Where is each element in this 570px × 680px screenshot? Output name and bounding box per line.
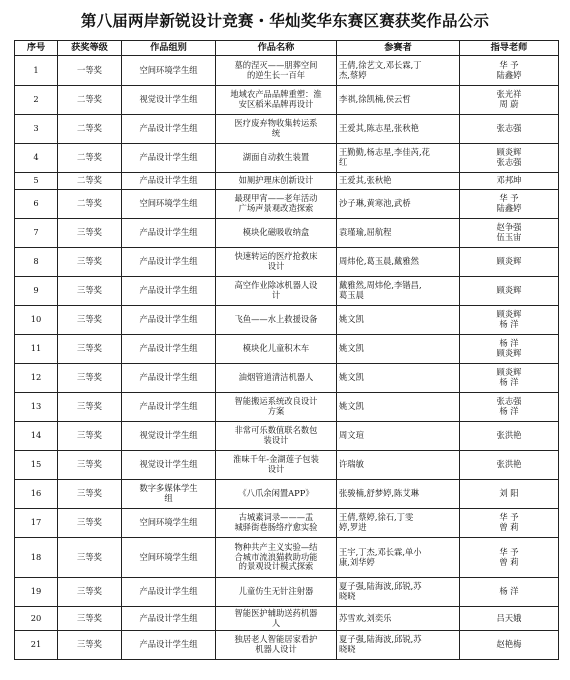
advisor-cell — [460, 480, 559, 509]
advisor-cell — [460, 248, 559, 277]
award-level-cell: 三等奖 — [58, 422, 122, 451]
advisor-line: 顾炎辉 — [496, 348, 522, 358]
work-group-cell: 空间环境学生组 — [122, 538, 216, 578]
work-name-line: 设计 — [267, 464, 285, 474]
work-name-line: 人 — [271, 617, 281, 628]
participants-line: 王宇,丁杰,邓长霖,单小 — [339, 546, 422, 557]
advisor-line: 张光祥 — [496, 89, 522, 100]
award-level-cell: 三等奖 — [58, 393, 122, 422]
work-name-line: 安区稻米品牌再设计 — [238, 99, 314, 109]
work-name-line: 模块化儿童积木车 — [242, 343, 310, 354]
participants-line: 葛玉晨 — [339, 290, 364, 300]
header-teacher: 指导老师 — [460, 41, 559, 56]
participants-line: 苏雪欢,刘奕乐 — [339, 612, 392, 623]
row-number-cell: 3 — [15, 115, 58, 144]
work-name-line: 智能医护辅助送药机器 — [234, 607, 318, 618]
advisor-line: 顾炎辉 — [496, 367, 522, 378]
award-level-cell: 三等奖 — [58, 631, 122, 660]
advisor-line: 张志强 — [496, 123, 522, 134]
work-name-line: 如厕护理床创新设计 — [238, 175, 314, 186]
advisor-line: 杨 洋 — [499, 338, 519, 349]
row-number-cell: 10 — [15, 306, 58, 335]
advisor-cell — [460, 422, 559, 451]
participants-cell — [337, 364, 460, 393]
participants-cell — [337, 173, 460, 190]
work-group-cell: 产品设计学生组 — [122, 607, 216, 631]
advisor-cell — [460, 451, 559, 480]
table-row — [15, 173, 559, 190]
advisor-line: 周 蔚 — [499, 99, 519, 109]
participants-line: 周炜伦,葛玉晨,戴雅然 — [339, 256, 419, 267]
work-name-line: 计 — [271, 290, 281, 300]
advisor-cell — [460, 509, 559, 538]
advisor-line: 刘 阳 — [499, 488, 519, 499]
work-group-cell: 产品设计学生组 — [122, 393, 216, 422]
advisor-line: 顾炎辉 — [496, 147, 522, 158]
table-row — [15, 393, 559, 422]
work-group-cell: 视觉设计学生组 — [122, 451, 216, 480]
row-number-cell: 18 — [15, 538, 58, 578]
work-name-line: 的景观设计模式探索 — [238, 561, 314, 572]
table-row — [15, 306, 559, 335]
work-group-cell: 产品设计学生组 — [122, 306, 216, 335]
participants-cell — [337, 277, 460, 306]
award-level-cell: 三等奖 — [58, 578, 122, 607]
work-group-line: 组 — [164, 493, 173, 503]
advisor-line: 伍玉宙 — [496, 232, 522, 242]
table-row — [15, 219, 559, 248]
work-group-cell: 产品设计学生组 — [122, 335, 216, 364]
table-row — [15, 631, 559, 660]
row-number-cell: 5 — [15, 173, 58, 190]
participants-line: 王倩,蔡婷,徐石,丁雯 — [339, 512, 414, 523]
advisor-line: 赵艳梅 — [496, 639, 522, 650]
participants-line: 王倩,徐艺文,邓长霖,丁 — [339, 59, 422, 70]
advisor-line: 杨 洋 — [499, 406, 519, 416]
award-level-cell: 一等奖 — [58, 56, 122, 86]
work-group-cell — [122, 480, 216, 509]
participants-cell — [337, 393, 460, 422]
work-group-cell: 空间环境学生组 — [122, 56, 216, 86]
row-number-cell: 12 — [15, 364, 58, 393]
advisor-line: 吕天娥 — [496, 612, 522, 623]
work-group-cell: 产品设计学生组 — [122, 277, 216, 306]
work-group-cell: 空间环境学生组 — [122, 190, 216, 219]
row-number-cell: 13 — [15, 393, 58, 422]
advisor-line: 张志强 — [496, 396, 522, 407]
row-number-cell: 4 — [15, 144, 58, 173]
participants-cell — [337, 248, 460, 277]
work-name-cell — [216, 607, 337, 631]
advisor-cell — [460, 277, 559, 306]
work-group-cell: 视觉设计学生组 — [122, 86, 216, 115]
participants-cell — [337, 219, 460, 248]
participants-cell — [337, 190, 460, 219]
work-name-line: 儿童仿生无针注射器 — [238, 586, 314, 597]
advisor-line: 杨 洋 — [499, 377, 519, 387]
advisor-line: 曾 莉 — [499, 522, 519, 532]
work-group-cell: 产品设计学生组 — [122, 219, 216, 248]
advisor-line: 华 予 — [499, 193, 519, 204]
work-group-cell: 产品设计学生组 — [122, 173, 216, 190]
row-number-cell: 20 — [15, 607, 58, 631]
advisor-cell — [460, 631, 559, 660]
award-level-cell: 三等奖 — [58, 480, 122, 509]
participants-cell — [337, 144, 460, 173]
award-level-cell: 三等奖 — [58, 451, 122, 480]
participants-line: 婷,罗进 — [339, 522, 367, 532]
participants-cell — [337, 509, 460, 538]
participants-line: 沙子琳,黄寒池,武桥 — [339, 198, 411, 209]
work-name-cell — [216, 56, 337, 86]
participants-line: 王爱其,张秋艳 — [339, 175, 392, 186]
table-header-row — [15, 41, 559, 56]
work-name-line: 快速转运的医疗抢救床 — [234, 251, 318, 262]
work-name-cell — [216, 335, 337, 364]
work-name-line: 《八爪余闲置APP》 — [238, 488, 314, 499]
work-name-cell — [216, 393, 337, 422]
advisor-cell — [460, 56, 559, 86]
table-row — [15, 335, 559, 364]
participants-line: 姚文凯 — [339, 401, 364, 412]
advisor-cell — [460, 219, 559, 248]
participants-line: 张骏楠,舒梦婷,陈艾琳 — [339, 488, 419, 499]
award-level-cell: 三等奖 — [58, 248, 122, 277]
work-name-line: 机器人设计 — [255, 644, 297, 654]
table-row — [15, 578, 559, 607]
work-name-cell — [216, 422, 337, 451]
participants-cell — [337, 631, 460, 660]
work-name-line: 统 — [271, 128, 281, 138]
advisor-cell — [460, 115, 559, 144]
award-level-cell: 三等奖 — [58, 364, 122, 393]
work-name-line: 墓的涅灭——朋葬空间 — [234, 59, 318, 70]
participants-line: 夏子强,陆海波,邱锐,苏 — [339, 581, 422, 592]
participants-line: 戴雅然,周炜伦,李锴昌, — [339, 280, 422, 291]
advisor-line: 顾炎辉 — [496, 285, 522, 296]
advisor-cell — [460, 144, 559, 173]
work-group-cell: 视觉设计学生组 — [122, 422, 216, 451]
participants-line: 姚文凯 — [339, 372, 364, 383]
award-level-cell: 二等奖 — [58, 190, 122, 219]
table-row — [15, 538, 559, 578]
participants-cell — [337, 538, 460, 578]
participants-line: 王勤勤,杨志星,李佳芮,花 — [339, 147, 430, 158]
award-level-cell: 三等奖 — [58, 538, 122, 578]
advisor-cell — [460, 86, 559, 115]
row-number-cell: 21 — [15, 631, 58, 660]
work-name-cell — [216, 364, 337, 393]
work-name-line: 模块化磁吸收纳盒 — [242, 227, 310, 238]
work-group-cell: 产品设计学生组 — [122, 364, 216, 393]
work-group-cell: 空间环境学生组 — [122, 509, 216, 538]
advisor-line: 华 予 — [499, 59, 519, 70]
advisor-line: 杨 洋 — [499, 586, 519, 597]
table-row — [15, 277, 559, 306]
participants-line: 晓晓 — [339, 644, 356, 654]
work-name-line: 淮味千年-金湖莲子包装 — [233, 454, 319, 465]
table-row — [15, 115, 559, 144]
header-name: 作品名称 — [216, 41, 337, 56]
header-level: 获奖等级 — [58, 41, 122, 56]
award-level-cell: 二等奖 — [58, 86, 122, 115]
row-number-cell: 14 — [15, 422, 58, 451]
work-group-line: 数字多媒体学生 — [139, 483, 198, 494]
participants-cell — [337, 422, 460, 451]
advisor-line: 顾炎辉 — [496, 256, 522, 267]
work-name-cell — [216, 631, 337, 660]
advisor-line: 顾炎辉 — [496, 309, 522, 320]
advisor-line: 赵争强 — [496, 222, 522, 233]
work-name-cell — [216, 306, 337, 335]
participants-cell — [337, 607, 460, 631]
advisor-line: 杨 洋 — [499, 319, 519, 329]
work-name-cell — [216, 509, 337, 538]
table-row — [15, 509, 559, 538]
participants-line: 李祺,徐凯楠,侯云哲 — [339, 94, 411, 105]
award-level-cell: 三等奖 — [58, 219, 122, 248]
award-level-cell: 二等奖 — [58, 173, 122, 190]
table-row — [15, 248, 559, 277]
work-name-cell — [216, 248, 337, 277]
participants-cell — [337, 480, 460, 509]
work-name-cell — [216, 451, 337, 480]
work-name-line: 物种共产主义实验—结 — [234, 541, 318, 552]
table-body — [15, 56, 559, 660]
participants-line: 红 — [339, 157, 348, 167]
award-level-cell: 三等奖 — [58, 509, 122, 538]
participants-line: 姚文凯 — [339, 314, 364, 325]
participants-line: 王爱其,陈志星,张秋艳 — [339, 123, 419, 134]
work-name-cell — [216, 219, 337, 248]
participants-cell — [337, 306, 460, 335]
participants-cell — [337, 451, 460, 480]
advisor-cell — [460, 364, 559, 393]
work-name-line: 独居老人智能居家看护 — [234, 634, 318, 645]
work-name-cell — [216, 480, 337, 509]
work-name-cell — [216, 144, 337, 173]
table-row — [15, 56, 559, 86]
work-name-cell — [216, 115, 337, 144]
row-number-cell: 11 — [15, 335, 58, 364]
award-level-cell: 三等奖 — [58, 607, 122, 631]
work-name-cell — [216, 578, 337, 607]
participants-cell — [337, 578, 460, 607]
advisor-line: 张洪艳 — [496, 430, 522, 441]
participants-line: 许瑞敏 — [339, 459, 364, 470]
table-row — [15, 451, 559, 480]
advisor-line: 张志强 — [496, 157, 522, 167]
table-row — [15, 144, 559, 173]
row-number-cell: 8 — [15, 248, 58, 277]
participants-cell — [337, 335, 460, 364]
work-name-line: 非常可乐数值联名数包 — [234, 425, 318, 436]
advisor-cell — [460, 607, 559, 631]
table-row — [15, 364, 559, 393]
participants-line: 姚文凯 — [339, 343, 364, 354]
work-name-line: 合城市流浪猫救助功能 — [234, 551, 318, 562]
work-name-line: 地域农产品品牌重塑：淮 — [230, 89, 322, 100]
participants-cell — [337, 56, 460, 86]
work-name-line: 设计 — [267, 261, 285, 271]
participants-line: 晓晓 — [339, 591, 356, 601]
work-name-line: 智能搬运系统改良设计 — [234, 396, 318, 407]
participants-line: 康,刘华婷 — [339, 556, 375, 567]
award-level-cell: 二等奖 — [58, 144, 122, 173]
work-name-line: 广场声景观改造探索 — [238, 203, 314, 213]
participants-line: 杰,蔡婷 — [339, 69, 367, 80]
row-number-cell: 6 — [15, 190, 58, 219]
participants-cell — [337, 115, 460, 144]
row-number-cell: 9 — [15, 277, 58, 306]
participants-line: 夏子强,陆海波,邱锐,苏 — [339, 634, 422, 645]
work-name-line: 飞鱼——水上救援设备 — [234, 314, 318, 325]
work-name-cell — [216, 86, 337, 115]
work-group-cell: 产品设计学生组 — [122, 115, 216, 144]
awards-table — [14, 40, 559, 660]
table-row — [15, 86, 559, 115]
advisor-line: 张洪艳 — [496, 459, 522, 470]
work-name-line: 方案 — [267, 406, 285, 416]
award-level-cell: 三等奖 — [58, 335, 122, 364]
advisor-cell — [460, 306, 559, 335]
header-group: 作品组别 — [122, 41, 216, 56]
participants-line: 周文瑄 — [339, 430, 364, 441]
work-group-cell: 产品设计学生组 — [122, 248, 216, 277]
row-number-cell: 17 — [15, 509, 58, 538]
advisor-line: 华 予 — [499, 512, 519, 523]
header-no: 序号 — [15, 41, 58, 56]
work-group-cell: 产品设计学生组 — [122, 144, 216, 173]
advisor-line: 邓邦坤 — [496, 175, 522, 186]
work-name-line: 油烟管道清洁机器人 — [238, 372, 314, 383]
award-level-cell: 二等奖 — [58, 115, 122, 144]
advisor-line: 华 予 — [499, 546, 519, 557]
advisor-cell — [460, 335, 559, 364]
advisor-cell — [460, 173, 559, 190]
row-number-cell: 19 — [15, 578, 58, 607]
advisor-line: 陆鑫婷 — [496, 203, 522, 213]
advisor-cell — [460, 538, 559, 578]
award-level-cell: 三等奖 — [58, 277, 122, 306]
row-number-cell: 1 — [15, 56, 58, 86]
row-number-cell: 7 — [15, 219, 58, 248]
work-name-line: 古城素词录———盂 — [238, 512, 314, 523]
participants-cell — [337, 86, 460, 115]
table-row — [15, 607, 559, 631]
row-number-cell: 2 — [15, 86, 58, 115]
header-members: 参赛者 — [337, 41, 460, 56]
work-name-cell — [216, 190, 337, 219]
work-name-cell — [216, 173, 337, 190]
work-name-line: 高空作业除冰机器人设 — [234, 280, 318, 291]
row-number-cell: 15 — [15, 451, 58, 480]
row-number-cell: 16 — [15, 480, 58, 509]
work-name-line: 城驿街巷肠络疗愈实验 — [234, 522, 318, 532]
work-name-cell — [216, 277, 337, 306]
advisor-cell — [460, 190, 559, 219]
work-name-cell — [216, 538, 337, 578]
work-name-line: 最现甲宵——老年活动 — [234, 193, 318, 204]
advisor-cell — [460, 393, 559, 422]
table-row — [15, 480, 559, 509]
advisor-cell — [460, 578, 559, 607]
table-row — [15, 190, 559, 219]
page-title: 第八届两岸新锐设计竞赛・华灿奖华东赛区赛获奖作品公示 — [80, 12, 490, 30]
advisor-line: 陆鑫婷 — [496, 69, 522, 80]
work-name-line: 医疗废弃物收集转运系 — [234, 118, 318, 129]
work-group-cell: 产品设计学生组 — [122, 578, 216, 607]
work-group-cell: 产品设计学生组 — [122, 631, 216, 660]
award-level-cell: 三等奖 — [58, 306, 122, 335]
work-name-line: 的逆生长一百年 — [246, 69, 306, 80]
work-name-line: 装设计 — [263, 435, 289, 445]
work-name-line: 湖面自动救生装置 — [242, 152, 310, 163]
advisor-line: 曾 莉 — [499, 556, 519, 567]
participants-line: 袁瑾瑜,屈航程 — [339, 227, 392, 238]
table-row — [15, 422, 559, 451]
